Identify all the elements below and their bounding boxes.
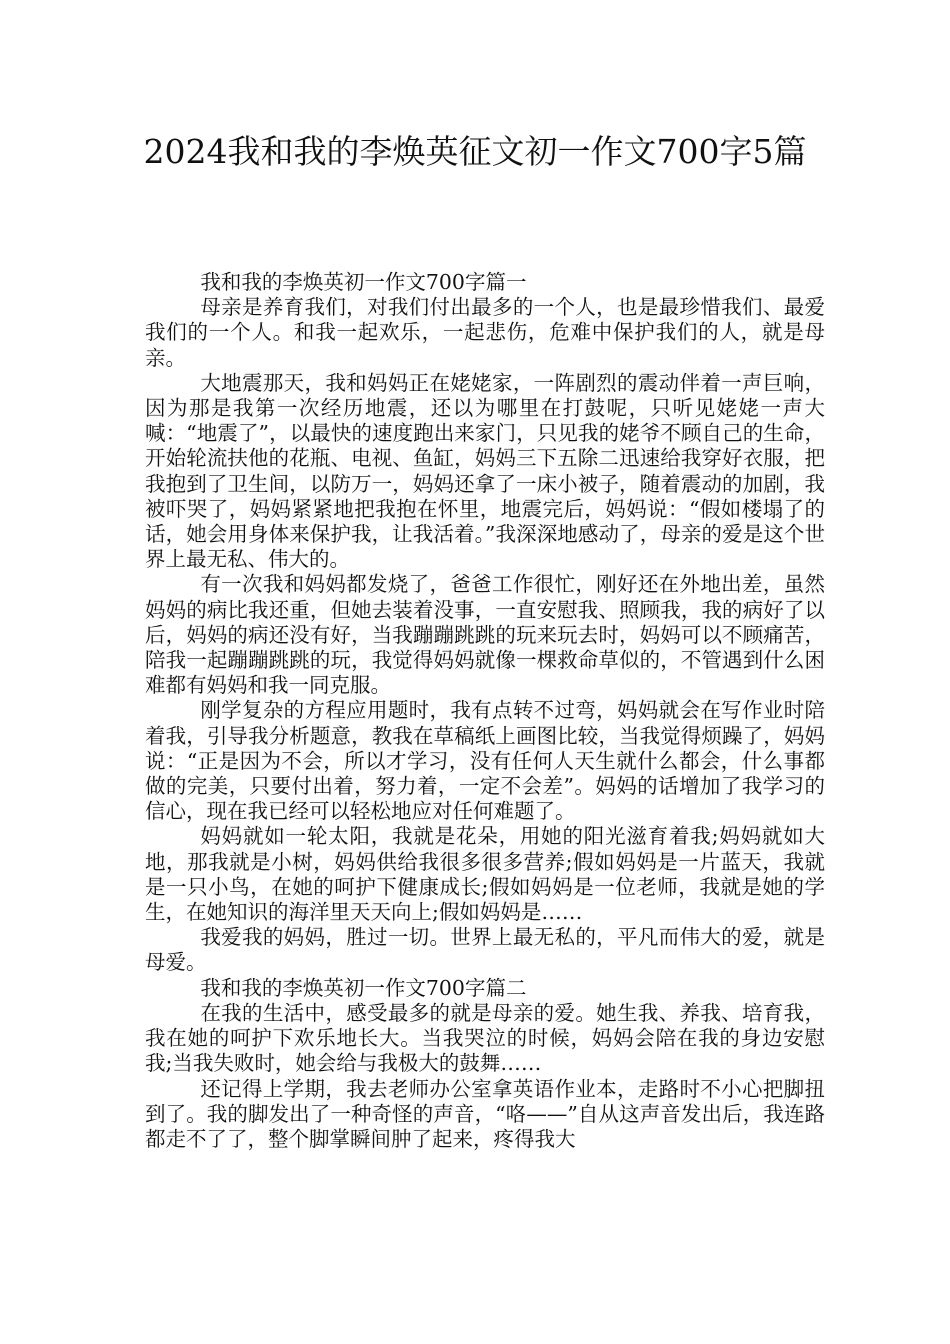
- document-body: [145, 270, 825, 1152]
- document-title: 2024我和我的李焕英征文初一作文700字5篇: [143, 132, 807, 171]
- section-heading: 我和我的李焕英初一作文700字篇一: [200, 270, 527, 294]
- paragraph: 我爱我的妈妈，胜过一切。世界上最无私的，平凡而伟大的爱，就是母爱。: [145, 925, 825, 975]
- paragraph: 刚学复杂的方程应用题时，我有点转不过弯，妈妈就会在写作业时陪着我，引导我分析题意，教我在草稿纸上画图比较，当我觉得烦躁了，妈妈说：“正是因为不会，所以才学习，没有任何人天生就什么都会，什么事都做的完美，只要付出着，努力着，一定不会差”。妈妈的话增加了我学习的信心，现在我已经可以轻松地应对任何难题了。: [145, 698, 825, 824]
- paragraph: 还记得上学期，我去老师办公室拿英语作业本，走路时不小心把脚扭到了。我的脚发出了一种奇怪的声音，“咯——”自从这声音发出后，我连路都走不了了，整个脚掌瞬间肿了起来，疼得我大: [145, 1076, 825, 1151]
- paragraph: 母亲是养育我们，对我们付出最多的一个人，也是最珍惜我们、最爱我们的一个人。和我一起欢乐，一起悲伤，危难中保护我们的人，就是母亲。: [145, 295, 825, 370]
- section-heading: 我和我的李焕英初一作文700字篇二: [200, 975, 527, 1000]
- paragraph: 有一次我和妈妈都发烧了，爸爸工作很忙，刚好还在外地出差，虽然妈妈的病比我还重，但她去装着没事，一直安慰我、照顾我，我的病好了以后，妈妈的病还没有好，当我蹦蹦跳跳的玩来玩去时，妈妈可以不顾痛苦，陪我一起蹦蹦跳跳的玩，我觉得妈妈就像一棵救命草似的，不管遇到什么困难都有妈妈和我一同克服。: [145, 572, 825, 698]
- paragraph: 妈妈就如一轮太阳，我就是花朵，用她的阳光滋育着我;妈妈就如大地，那我就是小树，妈妈供给我很多很多营养;假如妈妈是一片蓝天，我就是一只小鸟，在她的呵护下健康成长;假如妈妈是一位老师，我就是她的学生，在她知识的海洋里天天向上;假如妈妈是……: [145, 824, 825, 925]
- paragraph: 大地震那天，我和妈妈正在姥姥家，一阵剧烈的震动伴着一声巨响，因为那是我第一次经历地震，还以为哪里在打鼓呢，只听见姥姥一声大喊：“地震了”，以最快的速度跑出来家门，只见我的姥爷不顾自己的生命，开始轮流扶他的花瓶、电视、鱼缸，妈妈三下五除二迅速给我穿好衣服，把我抱到了卫生间，以防万一，妈妈还拿了一床小被子，随着震动的加剧，我被吓哭了，妈妈紧紧地把我抱在怀里，地震完后，妈妈说：“假如楼塌了的话，她会用身体来保护我，让我活着。”我深深地感动了，母亲的爱是这个世界上最无私、伟大的。: [145, 370, 825, 572]
- paragraph: 在我的生活中，感受最多的就是母亲的爱。她生我、养我、培育我，我在她的呵护下欢乐地长大。当我哭泣的时候，妈妈会陪在我的身边安慰我;当我失败时，她会给与我极大的鼓舞……: [145, 1000, 825, 1076]
